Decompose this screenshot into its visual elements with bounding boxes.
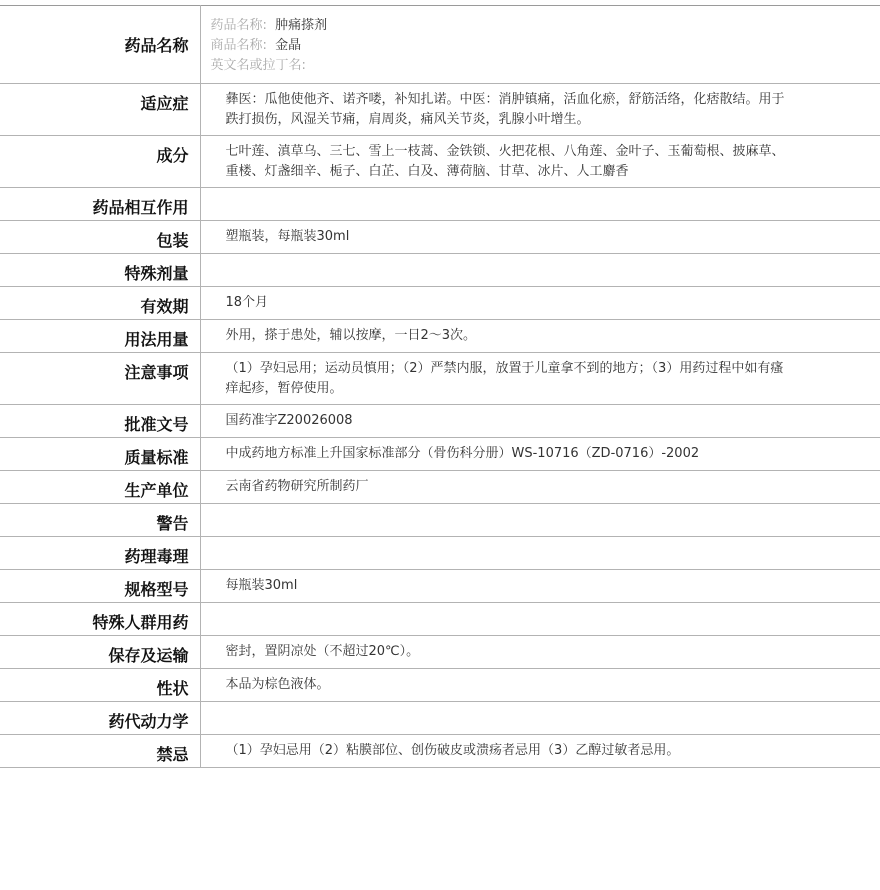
table-row (0, 669, 880, 702)
table-row (0, 287, 880, 320)
row-label: 包装 (0, 221, 200, 254)
row-value: 中成药地方标准上升国家标准部分（骨伤科分册）WS-10716（ZD-0716）-2002 (200, 438, 880, 471)
table-row (0, 504, 880, 537)
brand-name-key: 商品名称: (210, 38, 267, 53)
row-value (200, 537, 880, 570)
row-label: 药品相互作用 (0, 188, 200, 221)
row-label: 禁忌 (0, 735, 200, 768)
table-row (0, 353, 880, 405)
row-value: （1）孕妇忌用；运动员慎用；（2）严禁内服，放置于儿童拿不到的地方；（3）用药过程中如有瘙痒起疹，暂停使用。 (200, 353, 880, 405)
brand-name-value: 金晶 (275, 38, 302, 53)
row-label: 规格型号 (0, 570, 200, 603)
table-row (0, 221, 880, 254)
row-value: （1）孕妇忌用（2）粘膜部位、创伤破皮或溃疡者忌用（3）乙醇过敏者忌用。 (200, 735, 880, 768)
row-value: 彝医：瓜他使他齐、诺齐喽，补知扎诺。中医：消肿镇痛，活血化瘀，舒筋活络，化痞散结。用于跌打损伤，风湿关节痛，肩周炎，痛风关节炎，乳腺小叶增生。 (200, 84, 880, 136)
row-label: 性状 (0, 669, 200, 702)
row-value: 本品为棕色液体。 (200, 669, 880, 702)
table-row-drug-name (0, 6, 880, 84)
table-row (0, 471, 880, 504)
row-label: 特殊人群用药 (0, 603, 200, 636)
latin-name-line (211, 56, 871, 76)
row-label: 适应症 (0, 84, 200, 136)
row-value (200, 702, 880, 735)
row-label: 保存及运输 (0, 636, 200, 669)
row-value: 云南省药物研究所制药厂 (200, 471, 880, 504)
row-value: 塑瓶装，每瓶装30ml (200, 221, 880, 254)
table-row (0, 636, 880, 669)
row-value (200, 504, 880, 537)
row-value: 外用，搽于患处，辅以按摩，一日2～3次。 (200, 320, 880, 353)
table-row (0, 603, 880, 636)
drug-info-table (0, 5, 880, 768)
brand-name-line (211, 36, 871, 56)
table-row (0, 84, 880, 136)
row-label: 生产单位 (0, 471, 200, 504)
row-label: 药代动力学 (0, 702, 200, 735)
row-label: 特殊剂量 (0, 254, 200, 287)
row-label: 用法用量 (0, 320, 200, 353)
row-label: 注意事项 (0, 353, 200, 405)
row-label: 药品名称 (0, 6, 200, 84)
table-row (0, 405, 880, 438)
row-label: 质量标准 (0, 438, 200, 471)
row-value: 18个月 (200, 287, 880, 320)
row-value (200, 254, 880, 287)
row-label: 药理毒理 (0, 537, 200, 570)
row-value (200, 603, 880, 636)
table-row (0, 570, 880, 603)
row-label: 警告 (0, 504, 200, 537)
row-label: 成分 (0, 136, 200, 188)
table-row (0, 702, 880, 735)
row-label: 批准文号 (0, 405, 200, 438)
table-row (0, 537, 880, 570)
generic-name-key: 药品名称: (210, 18, 267, 33)
table-row (0, 136, 880, 188)
row-value (200, 188, 880, 221)
table-row (0, 320, 880, 353)
row-value: 每瓶装30ml (200, 570, 880, 603)
table-row (0, 188, 880, 221)
table-row (0, 254, 880, 287)
row-label: 有效期 (0, 287, 200, 320)
table-row (0, 438, 880, 471)
row-value: 国药准字Z20026008 (200, 405, 880, 438)
generic-name-value: 肿痛搽剂 (275, 18, 328, 33)
row-value: 密封，置阴凉处（不超过20℃）。 (200, 636, 880, 669)
table-row (0, 735, 880, 768)
row-value: 七叶莲、滇草乌、三七、雪上一枝蒿、金铁锁、火把花根、八角莲、金叶子、玉葡萄根、披麻草、重楼、灯盏细辛、栀子、白芷、白及、薄荷脑、甘草、冰片、人工麝香 (200, 136, 880, 188)
name-block (200, 6, 880, 84)
generic-name-line (211, 16, 871, 36)
latin-name-key: 英文名或拉丁名: (210, 58, 306, 73)
